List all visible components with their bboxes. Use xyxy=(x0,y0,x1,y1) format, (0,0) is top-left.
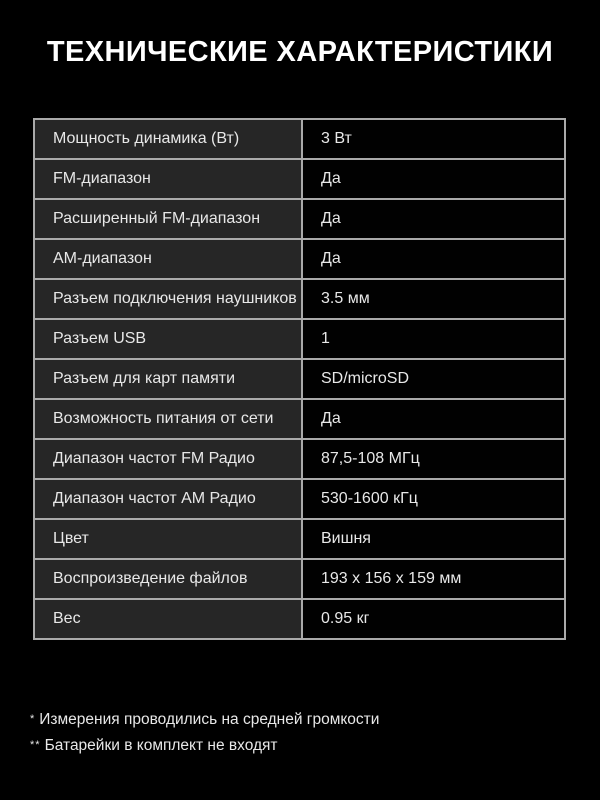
table-row xyxy=(34,479,565,519)
spec-table-body xyxy=(34,119,565,639)
table-row xyxy=(34,279,565,319)
spec-value-cell: Да xyxy=(302,399,565,439)
spec-label-cell: Разъем подключения наушников xyxy=(34,279,302,319)
spec-value-cell: 530-1600 кГц xyxy=(302,479,565,519)
spec-label-cell: Цвет xyxy=(34,519,302,559)
table-row xyxy=(34,519,565,559)
spec-label-cell: Разъем USB xyxy=(34,319,302,359)
spec-value-cell: 193 x 156 x 159 мм xyxy=(302,559,565,599)
footnote-line xyxy=(30,712,379,728)
table-row xyxy=(34,319,565,359)
spec-table xyxy=(33,118,566,640)
footnote-line xyxy=(30,738,379,754)
spec-label-cell: Диапазон частот АМ Радио xyxy=(34,479,302,519)
spec-label-cell: Воспроизведение файлов xyxy=(34,559,302,599)
spec-label-cell: АМ-диапазон xyxy=(34,239,302,279)
table-row xyxy=(34,119,565,159)
spec-value-cell: SD/microSD xyxy=(302,359,565,399)
spec-value-cell: 3 Вт xyxy=(302,119,565,159)
table-row xyxy=(34,399,565,439)
spec-label-cell: Вес xyxy=(34,599,302,639)
spec-value-cell: 3.5 мм xyxy=(302,279,565,319)
spec-value-cell: 87,5-108 МГц xyxy=(302,439,565,479)
footnote-marker: * xyxy=(30,713,36,725)
spec-value-cell: 1 xyxy=(302,319,565,359)
table-row xyxy=(34,239,565,279)
table-row xyxy=(34,359,565,399)
spec-label-cell: FM-диапазон xyxy=(34,159,302,199)
spec-value-cell: Да xyxy=(302,239,565,279)
spec-label-cell: Диапазон частот FM Радио xyxy=(34,439,302,479)
table-row xyxy=(34,599,565,639)
table-row xyxy=(34,159,565,199)
spec-label-cell: Мощность динамика (Вт) xyxy=(34,119,302,159)
spec-value-cell: Да xyxy=(302,199,565,239)
table-row xyxy=(34,439,565,479)
table-row xyxy=(34,199,565,239)
spec-label-cell: Расширенный FM-диапазон xyxy=(34,199,302,239)
spec-value-cell: Вишня xyxy=(302,519,565,559)
spec-label-cell: Разъем для карт памяти xyxy=(34,359,302,399)
page-title: ТЕХНИЧЕСКИЕ ХАРАКТЕРИСТИКИ xyxy=(46,36,554,68)
spec-value-cell: 0.95 кг xyxy=(302,599,565,639)
footnote-text: Батарейки в комплект не входят xyxy=(44,737,278,754)
spec-value-cell: Да xyxy=(302,159,565,199)
table-row xyxy=(34,559,565,599)
spec-label-cell: Возможность питания от сети xyxy=(34,399,302,439)
footnotes xyxy=(30,712,379,764)
footnote-marker: ** xyxy=(30,739,41,751)
footnote-text: Измерения проводились на средней громкости xyxy=(39,711,380,728)
